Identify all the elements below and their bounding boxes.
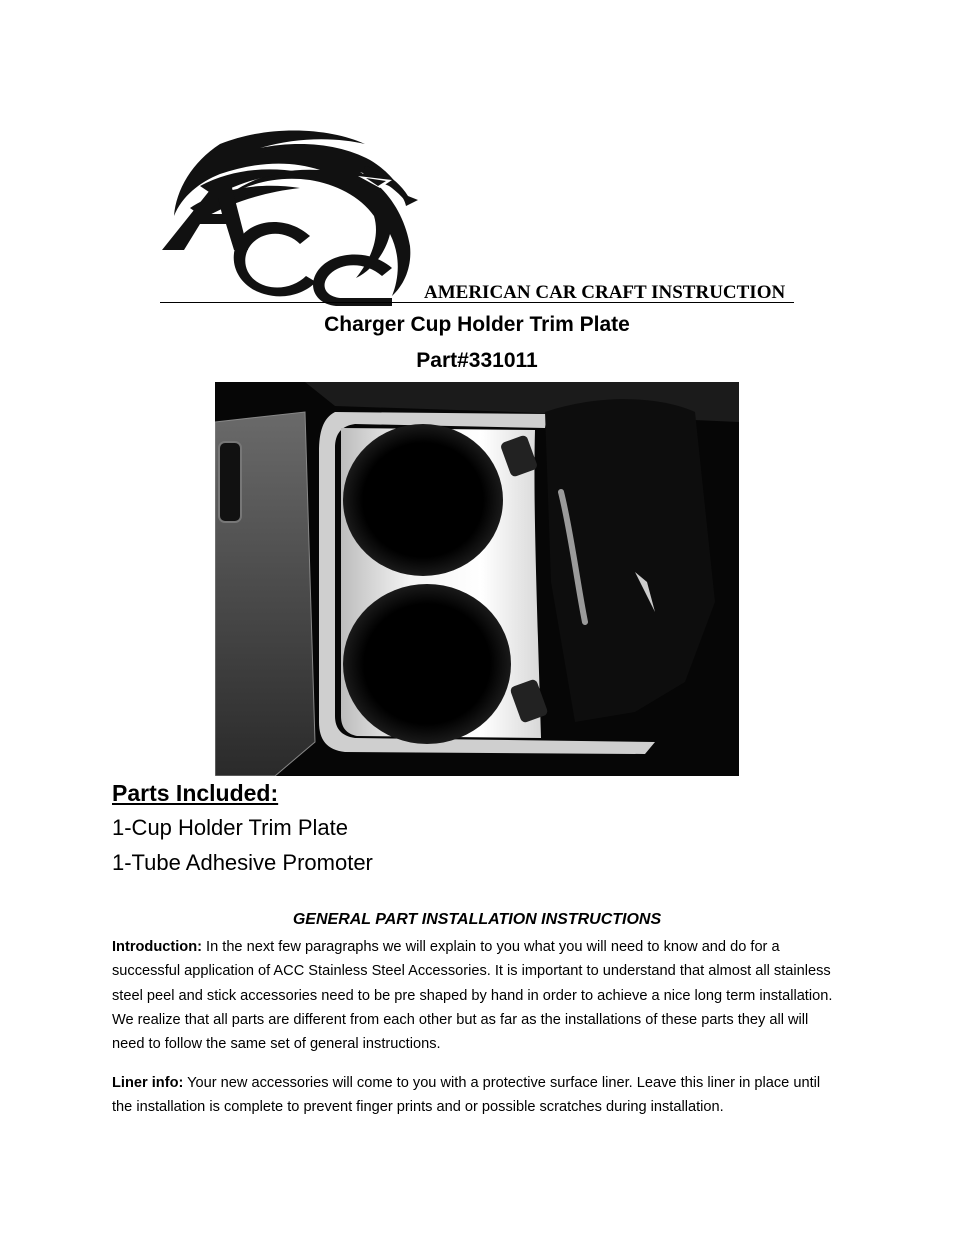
liner-info-paragraph <box>112 1071 842 1120</box>
parts-list-item: 1-Tube Adhesive Promoter <box>112 850 373 875</box>
paragraph-text: In the next few paragraphs we will explain to you what you will need to know and do for a successful application of ACC Stainless Steel Accessories. It is important to understand that almost all stainless steel peel and stick accessories need to be pre shaped by hand in order to achieve a nice long term installation. We realize that all parts are different from each other but as far as the installations of these parts they all will need to follow the same set of general instructions. <box>112 939 833 1053</box>
paragraph-label: Liner info: <box>112 1075 184 1091</box>
product-photo <box>215 382 739 776</box>
parts-list-item: 1-Cup Holder Trim Plate <box>112 815 348 840</box>
paragraph-label: Introduction: <box>112 939 202 955</box>
product-title: Charger Cup Holder Trim Plate <box>324 313 630 336</box>
part-number: Part#331011 <box>416 349 538 372</box>
parts-included-heading: Parts Included: <box>112 780 279 806</box>
paragraph-text: Your new accessories will come to you with a protective surface liner. Leave this liner in place until the installation is complete to prevent finger prints and or possible scratches during installation. <box>112 1075 821 1116</box>
acc-eagle-logo <box>160 126 425 306</box>
instructions-heading: GENERAL PART INSTALLATION INSTRUCTIONS <box>292 911 662 928</box>
introduction-paragraph <box>112 935 842 1056</box>
company-title: AMERICAN CAR CRAFT INSTRUCTION <box>424 282 786 303</box>
